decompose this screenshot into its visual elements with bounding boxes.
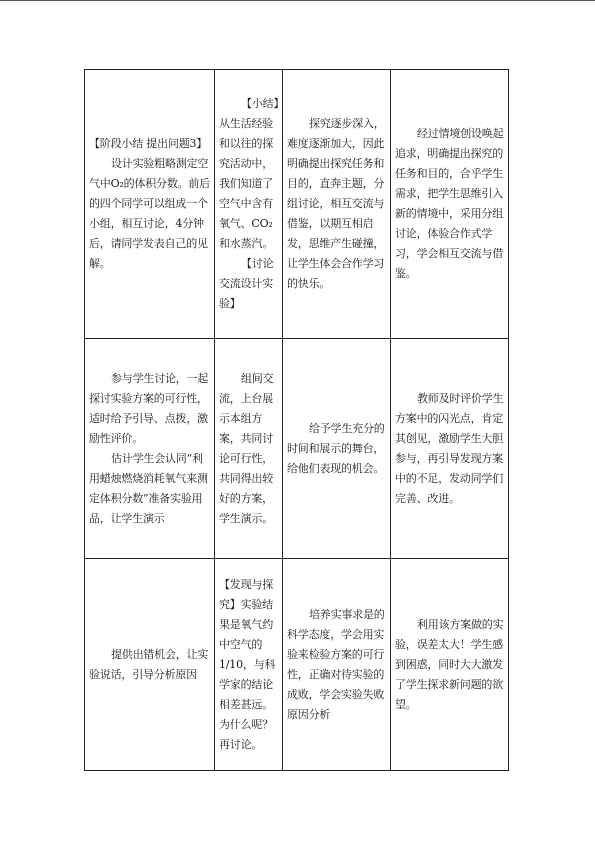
cell-paragraph: 设计实验粗略测定空气中O₂的体积分数。前后的四个同学可以组成一个小组，相互讨论，4分钟后，请同学发表自己的见解。 bbox=[89, 157, 211, 270]
cell-paragraph: 参与学生讨论，一起探讨实验方案的可行性，适时给予引导、点拨，激励性评价。 bbox=[89, 371, 209, 445]
cell-paragraph: 提供出错机会，让实验说话，引导分析原因 bbox=[89, 647, 209, 681]
effect-cell bbox=[391, 70, 509, 339]
teacher-activity-cell bbox=[85, 559, 215, 771]
cell-paragraph: 培养实事求是的科学态度，学会用实验来检验方案的可行性，正确对待实验的成败，学会实验失败原因分析 bbox=[287, 607, 385, 721]
teacher-activity-cell bbox=[85, 70, 215, 339]
cell-paragraph: 教师及时评价学生方案中的闪光点，肯定其创见，激励学生大胆参与，再引导发现方案中的不足，发动同学们完善、改进。 bbox=[395, 391, 504, 505]
cell-paragraph: 【发现与探究】实验结果是氧气约中空气的1/10，与科学家的结论相差甚远。为什么呢？再讨论。 bbox=[219, 577, 276, 751]
design-intent-cell bbox=[283, 70, 391, 339]
effect-cell bbox=[391, 339, 509, 559]
teacher-activity-cell bbox=[85, 339, 215, 559]
cell-paragraph: 给予学生充分的时间和展示的舞台，给他们表现的机会。 bbox=[287, 421, 385, 475]
cell-paragraph: 组间交流，上台展示本组方案，共同讨论可行性，共同得出较好的方案，学生演示。 bbox=[219, 371, 274, 525]
student-activity-cell bbox=[215, 339, 283, 559]
student-activity-cell bbox=[215, 70, 283, 339]
cell-paragraph: 【讨论交流设计实验】 bbox=[219, 257, 274, 310]
header-rule bbox=[0, 0, 595, 1]
cell-paragraph: 【小结】从生活经验和以往的探究活动中，我们知道了空气中含有氧气、CO₂和水蒸汽。 bbox=[219, 97, 279, 250]
lesson-plan-table bbox=[84, 69, 509, 771]
cell-paragraph: 估计学生会认同“利用蜡烛燃烧消耗氧气来测定体积分数”准备实验用品，让学生演示 bbox=[89, 451, 208, 525]
table-row bbox=[85, 559, 509, 771]
design-intent-cell bbox=[283, 559, 391, 771]
cell-paragraph: 经过情境创设唤起追求，明确提出探究的任务和目的，合乎学生需求，把学生思维引入新的情境中，采用分组讨论，体验合作式学习，学会相互交流与借鉴。 bbox=[395, 127, 504, 280]
table-row bbox=[85, 339, 509, 559]
student-activity-cell bbox=[215, 559, 283, 771]
cell-paragraph: 探究逐步深入，难度逐渐加大，因此明确提出探究任务和目的，直奔主题，分组讨论，相互交流与借鉴，以期互相启发，思维产生碰撞，让学生体会合作学习的快乐。 bbox=[287, 117, 385, 290]
cell-paragraph: 利用该方案做的实验，误差太大！学生感到困惑，同时大大激发了学生探求新问题的欲望。 bbox=[395, 617, 504, 711]
effect-cell bbox=[391, 559, 509, 771]
cell-paragraph: 【阶段小结 提出问题3】 bbox=[89, 137, 208, 150]
table-row bbox=[85, 70, 509, 339]
design-intent-cell bbox=[283, 339, 391, 559]
